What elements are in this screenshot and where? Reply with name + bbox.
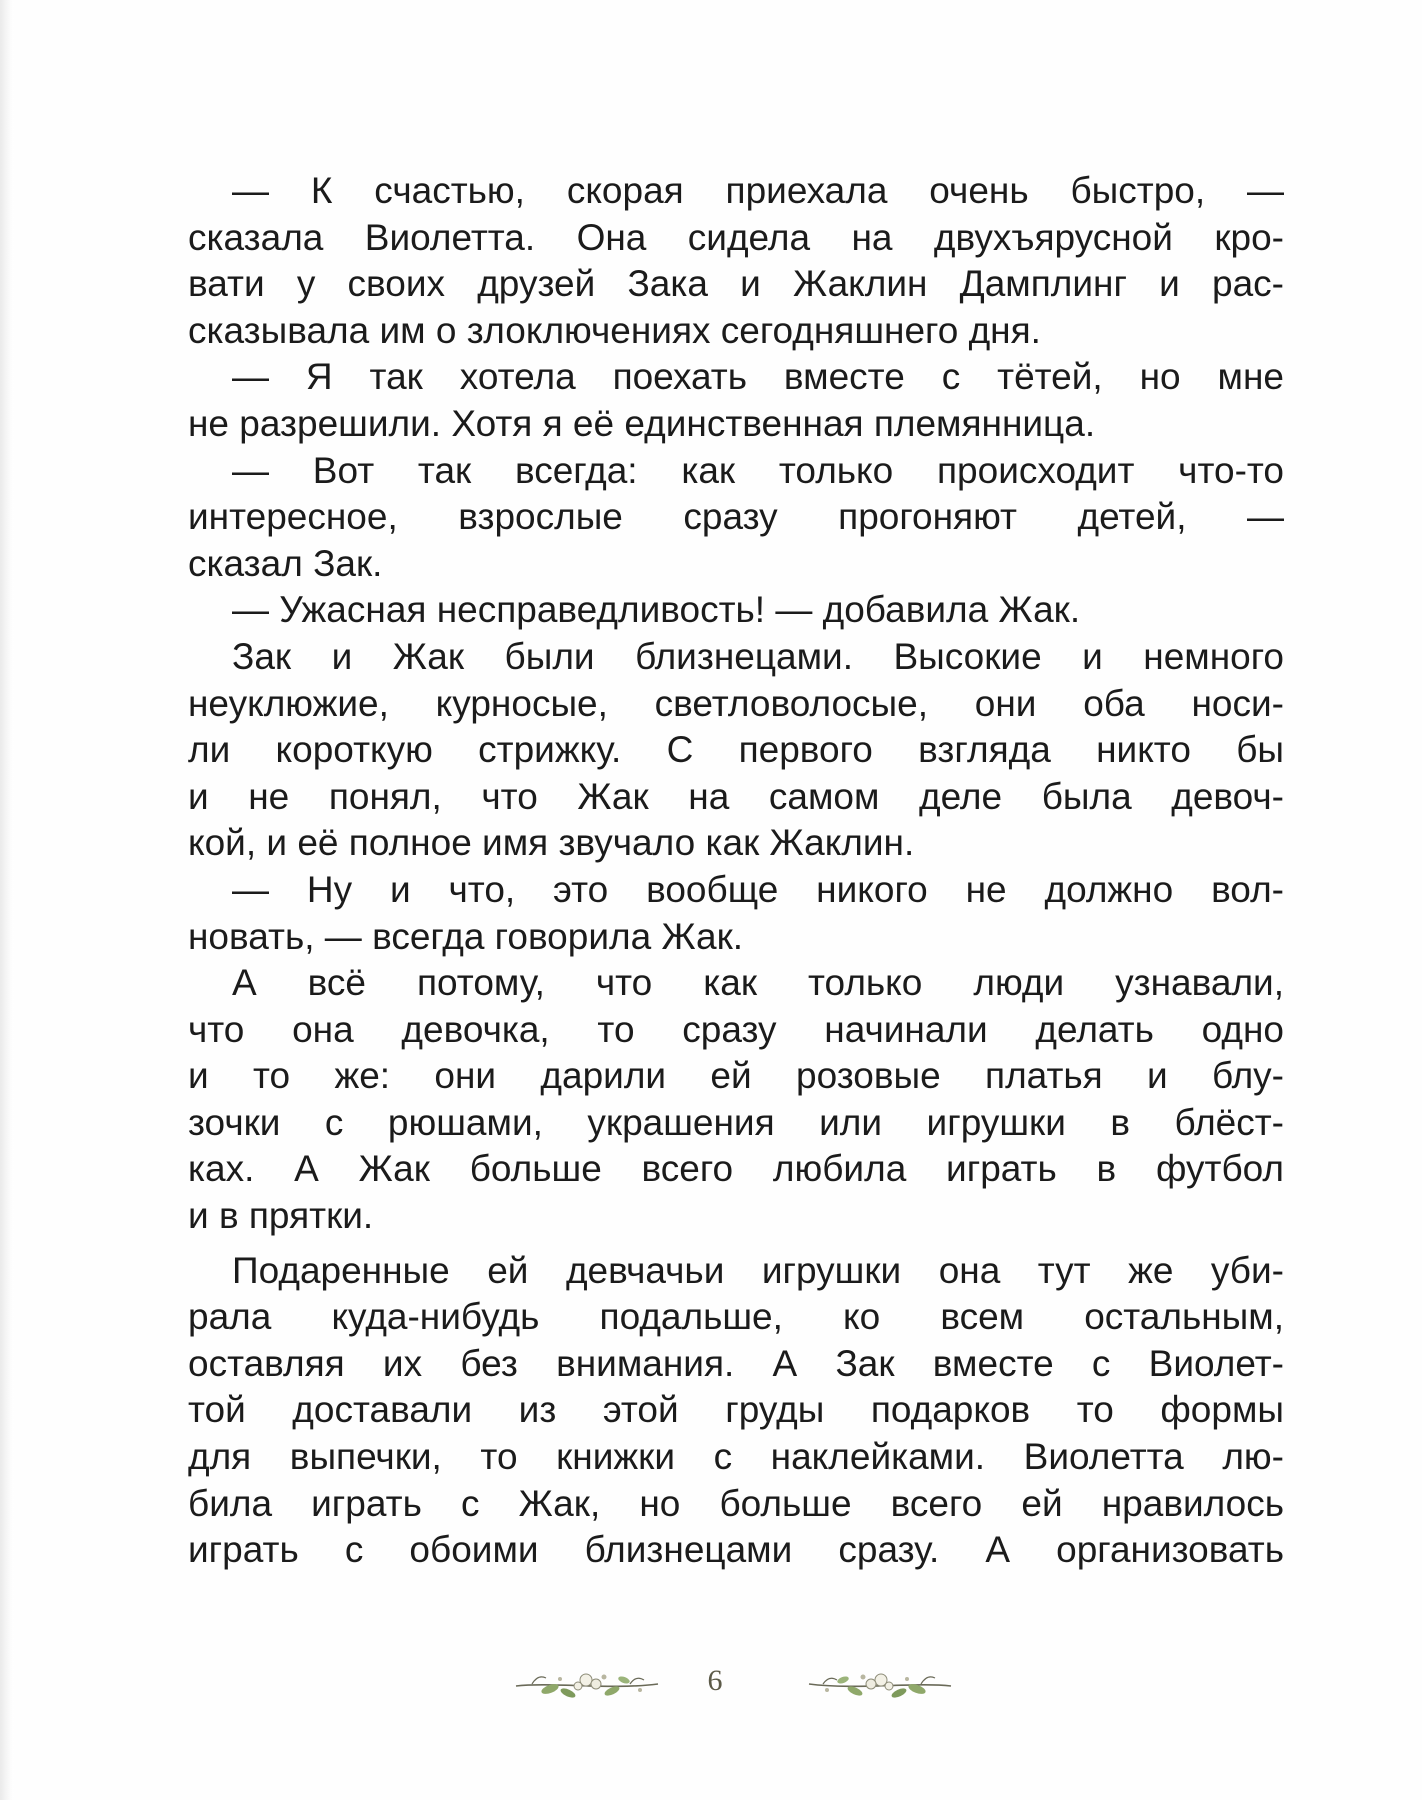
text-line: А всё потому, что как только люди узнавали,: [232, 962, 1284, 1004]
text-line: вати у своих друзей Зака и Жаклин Дамплинг и рас-: [188, 263, 1284, 305]
text-line: била играть с Жак, но больше всего ей нравилось: [188, 1482, 1284, 1524]
text-line: ках. А Жак больше всего любила играть в футбол: [188, 1148, 1284, 1190]
text-line: не разрешили. Хотя я её единственная племянница.: [188, 402, 1096, 444]
text-line: кой, и её полное имя звучало как Жаклин.: [188, 822, 915, 864]
floral-ornament-right-icon: [805, 1662, 955, 1706]
text-line: и то же: они дарили ей розовые платья и блу-: [188, 1055, 1284, 1097]
text-line: играть с обоими близнецами сразу. А организовать: [188, 1529, 1284, 1571]
text-line: для выпечки, то книжки с наклейками. Виолетта лю-: [188, 1436, 1284, 1478]
text-line: — Ну и что, это вообще никого не должно вол-: [232, 868, 1284, 910]
text-line: сказывала им о злоключениях сегодняшнего дня.: [188, 309, 1041, 351]
text-line: Подаренные ей девчачьи игрушки она тут же уби-: [232, 1249, 1284, 1291]
text-line: новать, — всегда говорила Жак.: [188, 915, 744, 957]
text-line: той доставали из этой груды подарков то формы: [188, 1389, 1284, 1431]
text-line: что она девочка, то сразу начинали делать одно: [188, 1008, 1284, 1050]
page-number: 6: [707, 1664, 723, 1697]
text-line: — Я так хотела поехать вместе с тётей, но мне: [232, 356, 1284, 398]
text-line: Зак и Жак были близнецами. Высокие и немного: [232, 635, 1284, 677]
text-line: сказал Зак.: [188, 542, 383, 584]
paragraph-gap: [188, 1240, 1284, 1248]
text-line: — Вот так всегда: как только происходит что-то: [232, 449, 1284, 491]
text-line: сказала Виолетта. Она сидела на двухъярусной кро-: [188, 216, 1284, 258]
page-footer: [0, 1662, 1422, 1712]
floral-ornament-left-icon: [512, 1662, 662, 1706]
text-line: — К счастью, скорая приехала очень быстро, —: [232, 170, 1284, 211]
text-line: ли короткую стрижку. С первого взгляда никто бы: [188, 729, 1284, 771]
text-body: [188, 168, 1284, 1574]
text-line: — Ужасная несправедливость! — добавила Жак.: [232, 589, 1081, 631]
text-line: рала куда-нибудь подальше, ко всем остальным,: [188, 1296, 1284, 1338]
text-line: и не понял, что Жак на самом деле была девоч-: [188, 775, 1284, 817]
text-line: зочки с рюшами, украшения или игрушки в блёст-: [188, 1101, 1284, 1143]
text-line: оставляя их без внимания. А Зак вместе с Виолет-: [188, 1342, 1284, 1384]
text-line: интересное, взрослые сразу прогоняют детей, —: [188, 496, 1284, 538]
page-binding-shadow: [0, 0, 14, 1800]
text-line: и в прятки.: [188, 1195, 374, 1237]
text-line: неуклюжие, курносые, светловолосые, они оба носи-: [188, 682, 1284, 724]
